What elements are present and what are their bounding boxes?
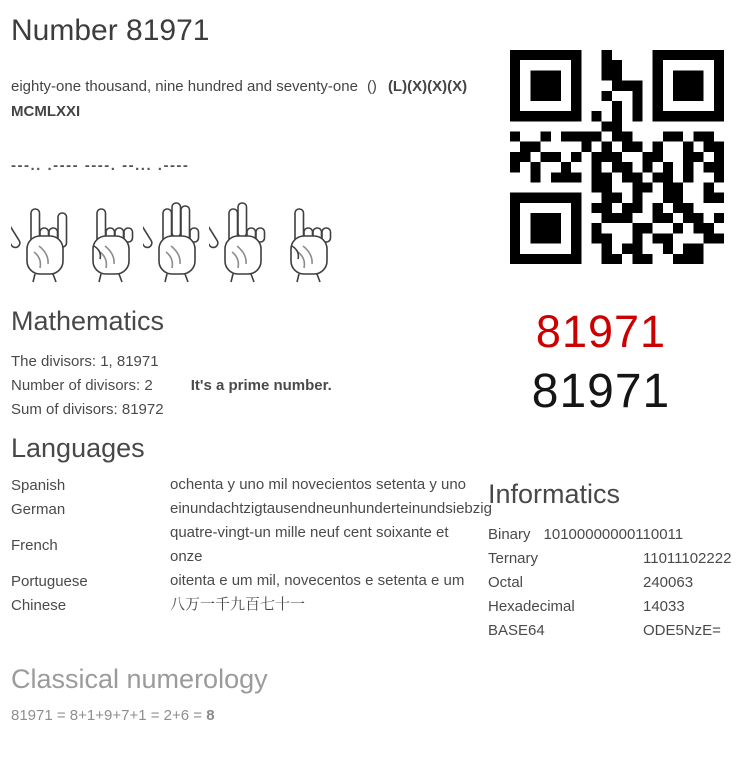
informatics-value: 14033: [643, 598, 685, 615]
informatics-row: [488, 571, 750, 595]
language-label: German: [11, 500, 66, 518]
language-label: Portuguese: [11, 572, 88, 590]
informatics-value: 11011102222: [643, 550, 732, 567]
language-value: 八万一千九百七十一: [170, 596, 306, 613]
informatics-label: Ternary: [488, 550, 539, 567]
section-heading-informatics: Informatics: [488, 479, 621, 509]
language-label: Spanish: [11, 476, 66, 494]
section-heading-numerology: Classical numerology: [11, 664, 268, 694]
informatics-row: [488, 547, 750, 571]
language-value: oitenta e um mil, novecentos e setenta e um: [170, 572, 465, 589]
qr-code-image: [510, 50, 724, 264]
numerology-formula: 81971 = 8+1+9+7+1 = 2+6 = 8: [11, 707, 215, 724]
language-label: Chinese: [11, 596, 67, 614]
language-row: [11, 521, 488, 569]
language-row: [11, 473, 488, 497]
divisor-sum-line: Sum of divisors: 81972: [11, 401, 164, 418]
divisor-count-line: Number of divisors: 2 It's a prime number.: [11, 377, 332, 394]
divisors-line: The divisors: 1, 81971: [11, 353, 159, 370]
number-display-black: 81971: [531, 365, 671, 418]
page-title: Number 81971: [11, 14, 210, 47]
informatics-value: ODE5NzE=: [643, 622, 721, 639]
section-heading-languages: Languages: [11, 433, 145, 463]
mathematics-section: [0, 305, 750, 422]
number-words-text: eighty-one thousand, nine hundred and seventy-one: [11, 78, 358, 95]
digit-sum-result: 8: [206, 707, 215, 724]
informatics-label-binary: Binary: [488, 526, 531, 543]
languages-table: [11, 473, 492, 617]
hand-sign-digit-8: [11, 196, 75, 289]
informatics-table: [488, 547, 750, 643]
language-value: quatre-vingt-un mille neuf cent soixante et onze: [170, 524, 449, 565]
numerology-section: [0, 663, 750, 727]
informatics-value-binary: 10100000000110011: [543, 526, 684, 543]
section-heading-mathematics: Mathematics: [11, 306, 165, 336]
number-display-red: 81971: [535, 306, 667, 357]
language-row: [11, 497, 492, 521]
hand-sign-digit-7: [209, 196, 273, 289]
informatics-value: 240063: [643, 574, 694, 591]
languages-informatics-section: [0, 432, 750, 643]
hand-sign-digit-9: [143, 196, 207, 289]
empty-parens: (): [366, 78, 377, 95]
prime-note: It's a prime number.: [190, 377, 332, 394]
language-row: [11, 569, 488, 593]
informatics-row: [488, 619, 750, 643]
language-row: [11, 593, 488, 617]
finger-sign-row: [11, 196, 488, 289]
informatics-label: Octal: [488, 574, 524, 591]
top-section: [0, 0, 750, 289]
language-label: French: [11, 536, 58, 554]
language-value: einundachtzigtausendneunhunderteinundsiebzig: [170, 500, 492, 517]
roman-numeral: (L)(X)(X)(X)MCMLXXI: [11, 78, 468, 120]
informatics-label: BASE64: [488, 622, 545, 639]
hand-sign-digit-1: [77, 196, 141, 289]
binary-row: [488, 523, 750, 547]
qr-code: [510, 50, 724, 264]
language-value: ochenta y uno mil novecientos setenta y uno: [170, 476, 467, 493]
morse-code: ---.. .---- ----. --... .----: [11, 157, 190, 174]
hand-sign-digit-1: [275, 196, 339, 289]
number-display: [488, 305, 750, 422]
number-in-words: [11, 74, 474, 124]
informatics-label: Hexadecimal: [488, 598, 575, 615]
informatics-row: [488, 595, 750, 619]
